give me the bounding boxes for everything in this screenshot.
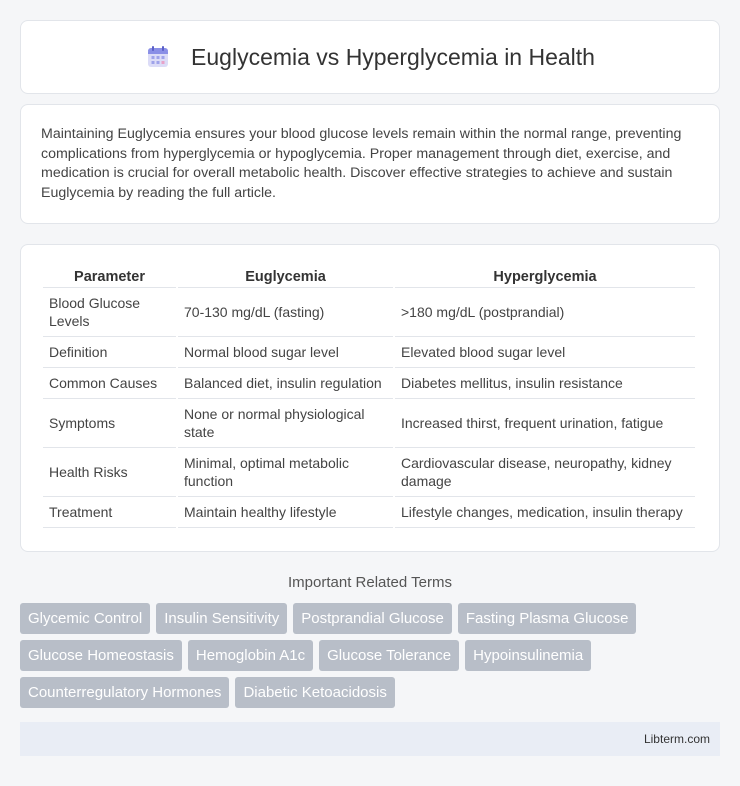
table-row bbox=[43, 337, 695, 368]
table-row bbox=[43, 448, 695, 497]
table-row bbox=[43, 368, 695, 399]
related-term-tag[interactable]: Diabetic Ketoacidosis bbox=[235, 677, 394, 708]
related-term-tag[interactable]: Insulin Sensitivity bbox=[156, 603, 287, 634]
table-cell: Diabetes mellitus, insulin resistance bbox=[395, 368, 695, 399]
table-cell: 70-130 mg/dL (fasting) bbox=[178, 288, 393, 337]
table-cell: Blood Glucose Levels bbox=[43, 288, 176, 337]
table-row bbox=[43, 399, 695, 448]
related-term-tag[interactable]: Hemoglobin A1c bbox=[188, 640, 313, 671]
related-term-tag[interactable]: Glucose Homeostasis bbox=[20, 640, 182, 671]
related-term-tag[interactable]: Glucose Tolerance bbox=[319, 640, 459, 671]
calendar-icon bbox=[145, 44, 171, 70]
table-cell: None or normal physiological state bbox=[178, 399, 393, 448]
related-term-tag[interactable]: Postprandial Glucose bbox=[293, 603, 452, 634]
footer-site-link[interactable]: Libterm.com bbox=[643, 732, 710, 746]
table-cell: Elevated blood sugar level bbox=[395, 337, 695, 368]
table-row bbox=[43, 288, 695, 337]
page-title: Euglycemia vs Hyperglycemia in Health bbox=[191, 43, 595, 70]
title-card bbox=[20, 20, 720, 94]
table-cell: Balanced diet, insulin regulation bbox=[178, 368, 393, 399]
comparison-table bbox=[41, 263, 697, 528]
table-cell: Symptoms bbox=[43, 399, 176, 448]
table-cell: Normal blood sugar level bbox=[178, 337, 393, 368]
comparison-table-card bbox=[20, 244, 720, 552]
table-cell: Treatment bbox=[43, 497, 176, 528]
header-euglycemia: Euglycemia bbox=[178, 263, 393, 288]
related-term-tag[interactable]: Glycemic Control bbox=[20, 603, 150, 634]
header-parameter: Parameter bbox=[43, 263, 176, 288]
intro-card bbox=[20, 104, 720, 224]
table-cell: Common Causes bbox=[43, 368, 176, 399]
table-cell: Minimal, optimal metabolic function bbox=[178, 448, 393, 497]
related-terms-list bbox=[20, 603, 720, 714]
header-hyperglycemia: Hyperglycemia bbox=[395, 263, 695, 288]
table-cell: Increased thirst, frequent urination, fatigue bbox=[395, 399, 695, 448]
footer bbox=[20, 722, 720, 756]
table-row bbox=[43, 497, 695, 528]
related-term-tag[interactable]: Counterregulatory Hormones bbox=[20, 677, 229, 708]
table-cell: Health Risks bbox=[43, 448, 176, 497]
related-terms-heading: Important Related Terms bbox=[288, 574, 452, 591]
intro-text: Maintaining Euglycemia ensures your blood glucose levels remain within the normal range, preventing complications from hyperglycemia or hypoglycemia. Proper management through diet, exercise, and medication is crucial for overall metabolic health. Discover effective strategies to achieve and sustain Euglycemia by reading the full article. bbox=[41, 126, 682, 201]
table-cell: Maintain healthy lifestyle bbox=[178, 497, 393, 528]
table-cell: Definition bbox=[43, 337, 176, 368]
table-cell: >180 mg/dL (postprandial) bbox=[395, 288, 695, 337]
table-header-row bbox=[43, 263, 695, 288]
related-term-tag[interactable]: Fasting Plasma Glucose bbox=[458, 603, 637, 634]
table-cell: Lifestyle changes, medication, insulin therapy bbox=[395, 497, 695, 528]
table-cell: Cardiovascular disease, neuropathy, kidney damage bbox=[395, 448, 695, 497]
related-term-tag[interactable]: Hypoinsulinemia bbox=[465, 640, 591, 671]
